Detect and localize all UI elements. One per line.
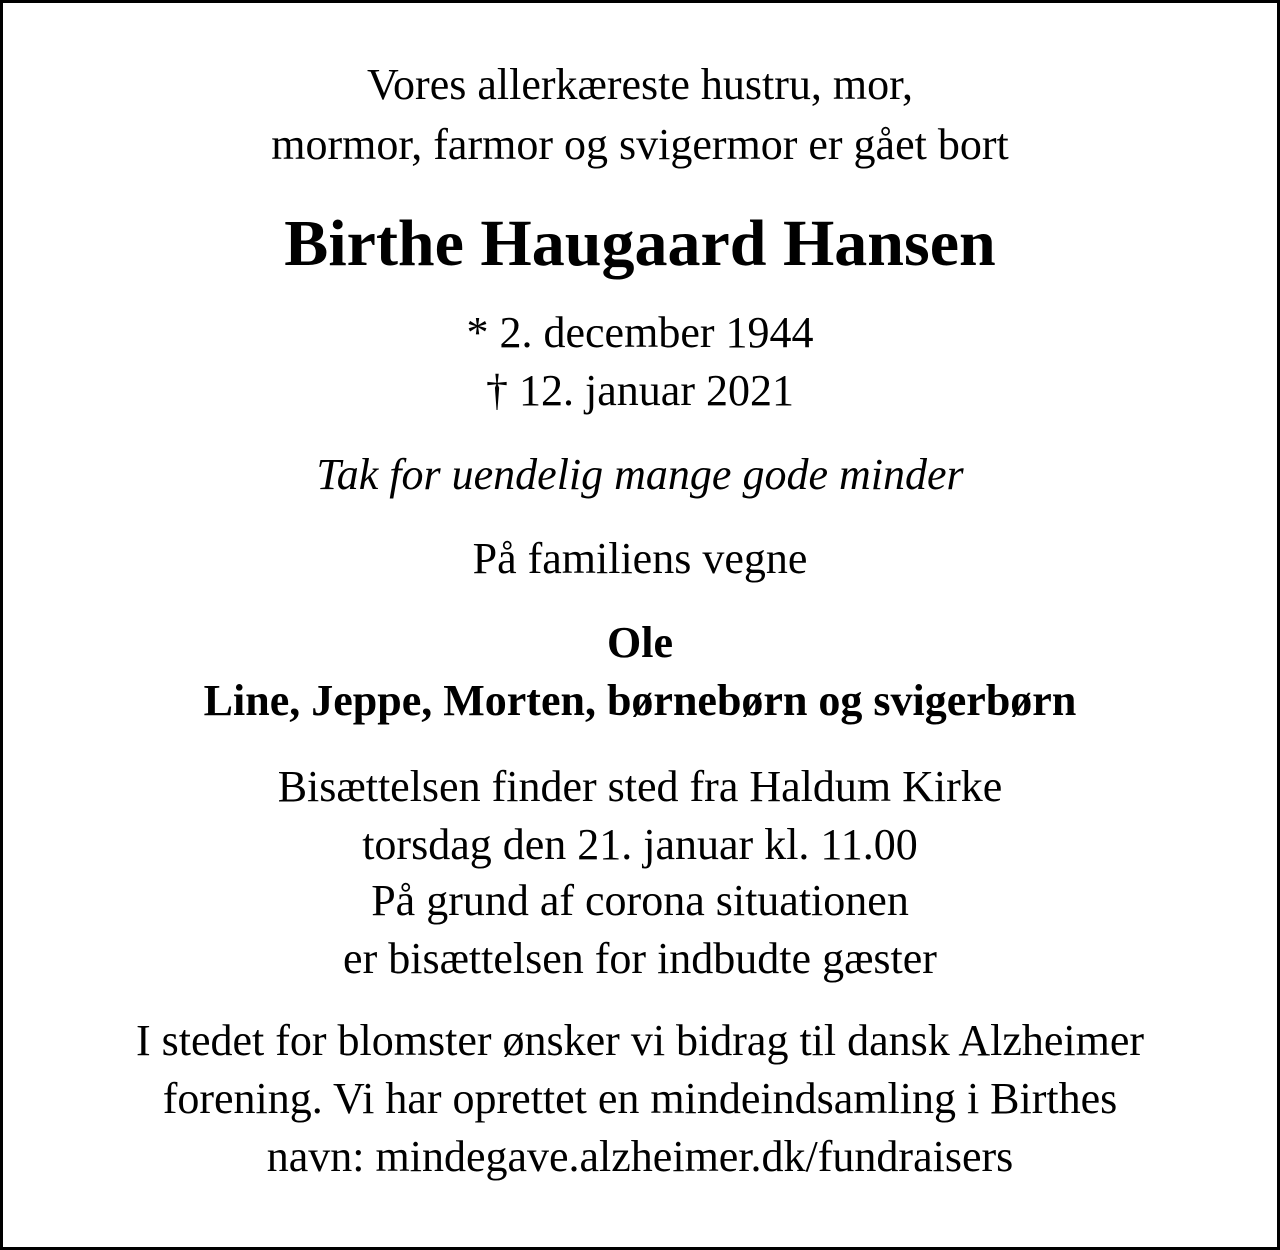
birth-date: * 2. december 1944 bbox=[466, 308, 814, 357]
intro-line-2: mormor, farmor og svigermor er gået bort bbox=[271, 120, 1009, 169]
on-behalf-text: På familiens vegne bbox=[472, 534, 808, 583]
donation-line-3: navn: mindegave.alzheimer.dk/fundraisers bbox=[266, 1132, 1014, 1181]
intro-line-1: Vores allerkæreste hustru, mor, bbox=[366, 60, 914, 109]
funeral-line-2: torsdag den 21. januar kl. 11.00 bbox=[362, 820, 918, 869]
donation-line-1: I stedet for blomster ønsker vi bidrag til dansk Alzheimer bbox=[135, 1016, 1145, 1065]
death-date: † 12. januar 2021 bbox=[486, 366, 794, 415]
memorial-quote: Tak for uendelig mange gode minder bbox=[316, 450, 964, 499]
donation-line-2: forening. Vi har oprettet en mindeindsamling i Birthes bbox=[162, 1074, 1118, 1123]
family-line-2: Line, Jeppe, Morten, børnebørn og svigerbørn bbox=[203, 676, 1077, 725]
funeral-line-4: er bisættelsen for indbudte gæster bbox=[343, 934, 937, 983]
deceased-name: Birthe Haugaard Hansen bbox=[284, 207, 996, 280]
funeral-line-3: På grund af corona situationen bbox=[371, 876, 909, 925]
family-line-1: Ole bbox=[607, 618, 673, 667]
funeral-line-1: Bisættelsen finder sted fra Haldum Kirke bbox=[277, 762, 1003, 811]
